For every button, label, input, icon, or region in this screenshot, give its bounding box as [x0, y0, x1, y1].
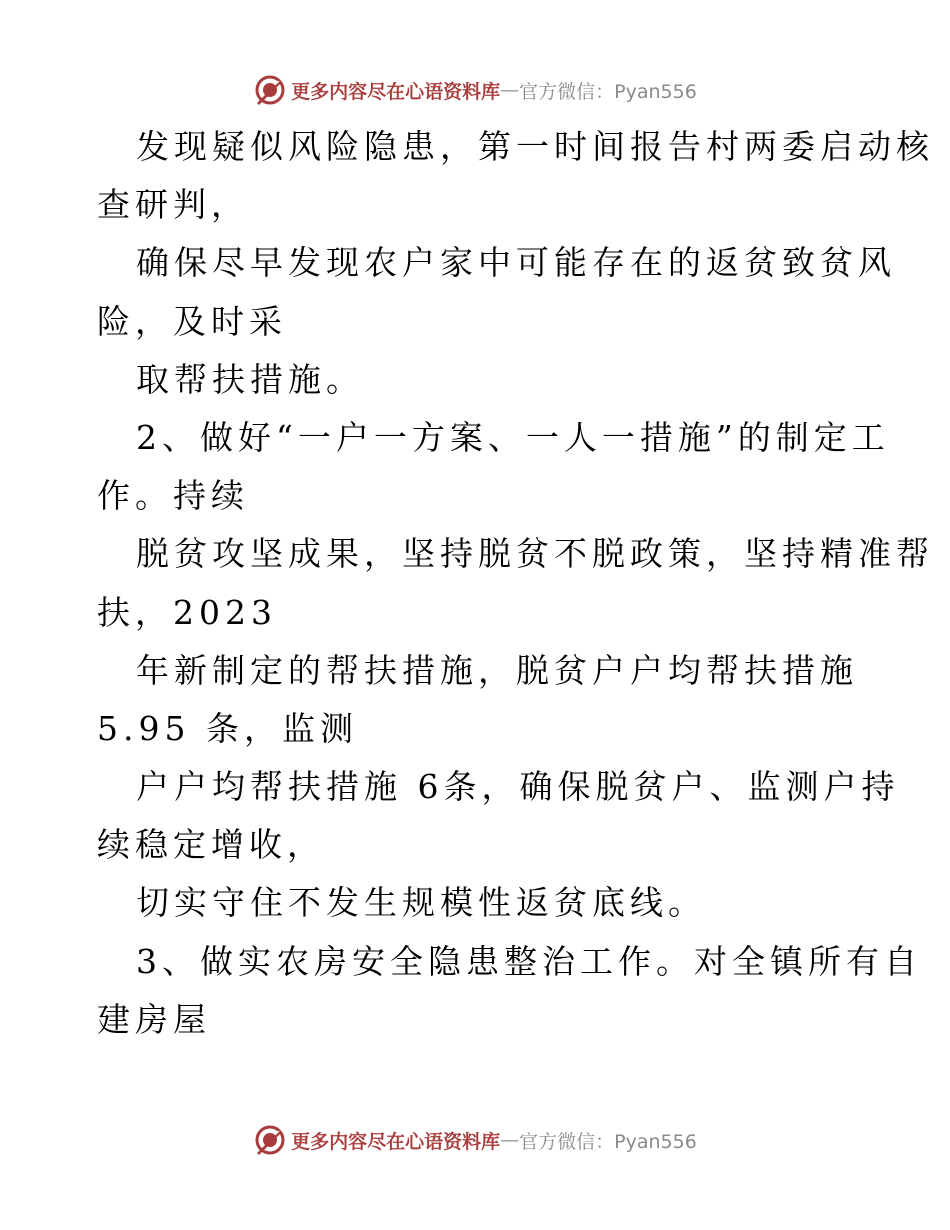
text-line: 户户均帮扶措施 6条，确保脱贫户、监测户持 — [136, 767, 900, 807]
text-line: 确保尽早发现农户家中可能存在的返贫致贫风 — [136, 243, 896, 283]
text-line: 续稳定增收， — [97, 825, 325, 865]
text-line: 扶，2023 — [97, 592, 277, 632]
pen-logo-icon — [253, 73, 287, 107]
footer-watermark — [0, 1120, 950, 1160]
watermark-dash: — — [500, 79, 520, 101]
text-line: 险，及时采 — [97, 301, 287, 341]
text-line: 查研判， — [97, 185, 249, 225]
text-line: 3、做实农房安全隐患整治工作。对全镇所有自 — [136, 941, 922, 981]
text-line: 年新制定的帮扶措施，脱贫户户均帮扶措施 — [136, 650, 858, 690]
header-watermark — [0, 70, 950, 110]
text-line: 作。持续 — [97, 476, 249, 516]
document-body — [97, 118, 934, 1049]
watermark-contact: 官方微信：Pyan556 — [519, 80, 697, 103]
text-line: 建房屋 — [97, 999, 211, 1039]
text-line: 切实守住不发生规模性返贫底线。 — [136, 883, 706, 923]
watermark-contact: 官方微信：Pyan556 — [519, 1130, 697, 1153]
text-line: 5.95 条，监测 — [97, 708, 358, 748]
text-line: 脱贫攻坚成果，坚持脱贫不脱政策，坚持精准帮 — [136, 534, 934, 574]
watermark-brand: 更多内容尽在心语资料库 — [291, 80, 501, 103]
watermark-brand: 更多内容尽在心语资料库 — [291, 1130, 501, 1153]
pen-logo-icon — [253, 1123, 287, 1157]
text-line: 2、做好“一户一方案、一人一措施”的制定工 — [136, 417, 890, 457]
text-line: 发现疑似风险隐患，第一时间报告村两委启动核 — [136, 127, 934, 166]
text-line: 取帮扶措施。 — [136, 359, 364, 399]
watermark-dash: — — [500, 1129, 520, 1151]
